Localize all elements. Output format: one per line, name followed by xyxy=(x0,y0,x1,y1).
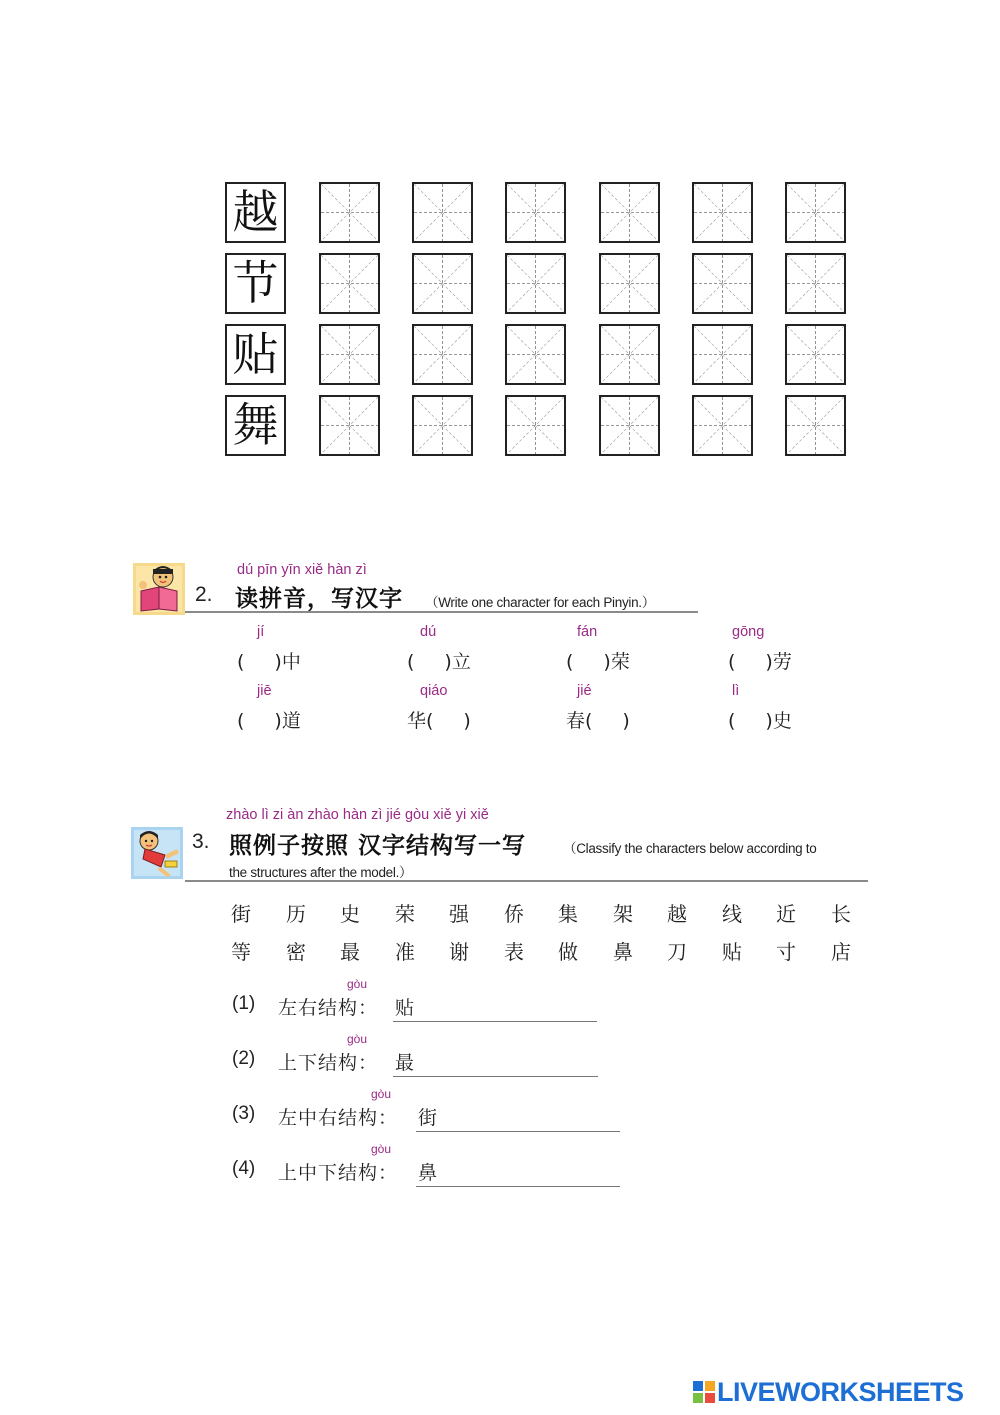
practice-cell[interactable] xyxy=(692,253,753,314)
section3-note-line1: （Classify the characters below according to xyxy=(563,841,817,856)
question-item xyxy=(237,647,301,674)
grid-guide-lines xyxy=(507,255,564,312)
structure-number: (3) xyxy=(232,1103,256,1124)
question-text-before: ( xyxy=(728,651,736,673)
model-character: 越 xyxy=(232,185,279,239)
question-text-before: ( xyxy=(728,710,736,732)
question-item xyxy=(566,647,630,674)
grid-guide-lines xyxy=(787,326,844,383)
section2-title: 读拼音，写汉字 xyxy=(235,585,403,612)
grid-guide-lines xyxy=(414,397,471,454)
bank-character: 历 xyxy=(286,902,306,926)
question-item xyxy=(728,647,792,674)
grid-guide-lines xyxy=(507,326,564,383)
practice-cell[interactable] xyxy=(505,395,566,456)
model-character-cell xyxy=(225,253,286,314)
structure-line xyxy=(232,993,595,1023)
question-pinyin: jiē xyxy=(257,683,272,699)
model-character-cell xyxy=(225,182,286,243)
practice-cell[interactable] xyxy=(785,253,846,314)
question-pinyin: qiáo xyxy=(420,683,448,699)
question-text-after: ) xyxy=(622,710,630,732)
practice-cell[interactable] xyxy=(692,324,753,385)
section2-title-pinyin: dú pīn yīn xiě hàn zì xyxy=(237,562,367,578)
grid-guide-lines xyxy=(414,184,471,241)
bank-character: 线 xyxy=(722,902,742,926)
question-text-after: ) xyxy=(463,710,471,732)
grid-guide-lines xyxy=(694,255,751,312)
structure-pinyin-gou: gòu xyxy=(347,977,368,991)
structure-label: 上下结构： xyxy=(278,1052,379,1074)
structure-line xyxy=(232,1103,618,1133)
section3-note-line2: the structures after the model.） xyxy=(229,865,413,880)
practice-cell[interactable] xyxy=(785,395,846,456)
section3-title-pinyin: zhào lì zi àn zhào hàn zì jié gòu xiě yi xiě xyxy=(226,807,489,823)
structure-label: 左右结构： xyxy=(278,997,379,1019)
question-text-before: ( xyxy=(566,651,574,673)
question-text-before: 华( xyxy=(407,710,434,732)
question-text-before: ( xyxy=(237,710,245,732)
bank-character: 鼻 xyxy=(613,940,633,964)
model-character: 贴 xyxy=(232,327,279,381)
structure-pinyin-gou: gòu xyxy=(371,1087,392,1101)
grid-guide-lines xyxy=(321,397,378,454)
practice-cell[interactable] xyxy=(412,395,473,456)
bank-character: 架 xyxy=(613,902,633,926)
practice-cell[interactable] xyxy=(692,182,753,243)
bank-character: 等 xyxy=(231,940,251,964)
section2-number: 2. xyxy=(195,583,213,606)
question-text-after: )荣 xyxy=(603,651,630,673)
practice-cell[interactable] xyxy=(599,182,660,243)
grid-guide-lines xyxy=(601,255,658,312)
bank-character: 街 xyxy=(231,902,251,926)
question-pinyin: lì xyxy=(732,683,740,699)
liveworksheets-logo-text: LIVEWORKSHEETS xyxy=(717,1377,964,1407)
grid-guide-lines xyxy=(414,326,471,383)
structure-answer-field[interactable]: 最 xyxy=(393,1048,598,1077)
practice-cell[interactable] xyxy=(319,395,380,456)
grid-guide-lines xyxy=(694,184,751,241)
question-text-after: )中 xyxy=(274,651,301,673)
question-item xyxy=(728,706,792,733)
question-pinyin: jí xyxy=(257,624,265,640)
bank-character: 强 xyxy=(449,902,469,926)
child-reading-book-icon xyxy=(133,563,185,615)
structure-label: 左中右结构： xyxy=(278,1107,399,1129)
bank-character: 集 xyxy=(558,902,578,926)
practice-cell[interactable] xyxy=(785,182,846,243)
structure-answer-field[interactable]: 鼻 xyxy=(416,1158,620,1187)
practice-cell[interactable] xyxy=(412,324,473,385)
bank-character: 寸 xyxy=(776,940,796,964)
section3-title: 照例子按照 汉字结构写一写 xyxy=(229,832,527,859)
model-character-cell xyxy=(225,395,286,456)
question-item xyxy=(237,706,301,733)
practice-cell[interactable] xyxy=(412,182,473,243)
section3-number: 3. xyxy=(192,830,210,853)
bank-character: 刀 xyxy=(667,940,687,964)
question-pinyin: fán xyxy=(577,624,598,640)
grid-guide-lines xyxy=(694,326,751,383)
question-pinyin: gōng xyxy=(732,624,765,640)
structure-answer-field[interactable]: 街 xyxy=(416,1103,620,1132)
practice-cell[interactable] xyxy=(412,253,473,314)
liveworksheets-logo-icon xyxy=(693,1381,715,1403)
structure-pinyin-gou: gòu xyxy=(371,1142,392,1156)
grid-guide-lines xyxy=(507,397,564,454)
question-text-after: )史 xyxy=(765,710,792,732)
bank-character: 最 xyxy=(340,940,360,964)
practice-cell[interactable] xyxy=(505,324,566,385)
structure-number: (1) xyxy=(232,993,256,1014)
practice-cell[interactable] xyxy=(505,253,566,314)
character-bank-row-2 xyxy=(230,936,870,966)
structure-number: (4) xyxy=(232,1158,256,1179)
practice-cell[interactable] xyxy=(319,253,380,314)
bank-character: 长 xyxy=(831,902,851,926)
structure-label: 上中下结构： xyxy=(278,1162,399,1184)
child-flying-icon xyxy=(131,827,183,879)
bank-character: 荣 xyxy=(395,902,415,926)
structure-line xyxy=(232,1158,618,1188)
practice-cell[interactable] xyxy=(599,395,660,456)
practice-cell[interactable] xyxy=(319,324,380,385)
question-text-before: ( xyxy=(407,651,415,673)
model-character-cell xyxy=(225,324,286,385)
grid-guide-lines xyxy=(787,184,844,241)
question-text-after: )劳 xyxy=(765,651,792,673)
structure-number: (2) xyxy=(232,1048,256,1069)
question-pinyin: jié xyxy=(577,683,592,699)
bank-character: 表 xyxy=(504,940,524,964)
model-character: 节 xyxy=(232,256,279,310)
grid-guide-lines xyxy=(787,255,844,312)
structure-answer-field[interactable]: 贴 xyxy=(393,993,597,1022)
grid-guide-lines xyxy=(601,397,658,454)
bank-character: 侨 xyxy=(504,902,524,926)
structure-pinyin-gou: gòu xyxy=(347,1032,368,1046)
question-item xyxy=(407,647,471,674)
structure-line xyxy=(232,1048,596,1078)
bank-character: 贴 xyxy=(722,940,742,964)
section2-rule xyxy=(185,611,698,613)
question-text-after: )道 xyxy=(274,710,301,732)
practice-cell[interactable] xyxy=(599,324,660,385)
practice-cell[interactable] xyxy=(692,395,753,456)
practice-cell[interactable] xyxy=(599,253,660,314)
bank-character: 近 xyxy=(776,902,796,926)
bank-character: 越 xyxy=(667,902,687,926)
grid-guide-lines xyxy=(601,184,658,241)
bank-character: 做 xyxy=(558,940,578,964)
bank-character: 店 xyxy=(831,940,851,964)
practice-cell[interactable] xyxy=(785,324,846,385)
practice-cell[interactable] xyxy=(505,182,566,243)
grid-guide-lines xyxy=(321,326,378,383)
section2-note: （Write one character for each Pinyin.） xyxy=(425,595,655,610)
question-text-before: 春( xyxy=(566,710,593,732)
grid-guide-lines xyxy=(321,255,378,312)
grid-guide-lines xyxy=(321,184,378,241)
practice-cell[interactable] xyxy=(319,182,380,243)
grid-guide-lines xyxy=(787,397,844,454)
bank-character: 史 xyxy=(340,902,360,926)
question-item xyxy=(407,706,471,733)
grid-guide-lines xyxy=(507,184,564,241)
question-text-before: ( xyxy=(237,651,245,673)
section3-rule xyxy=(185,880,868,882)
bank-character: 谢 xyxy=(449,940,469,964)
question-item xyxy=(566,706,630,733)
grid-guide-lines xyxy=(414,255,471,312)
grid-guide-lines xyxy=(601,326,658,383)
grid-guide-lines xyxy=(694,397,751,454)
bank-character: 准 xyxy=(395,940,415,964)
question-text-after: )立 xyxy=(444,651,471,673)
question-pinyin: dú xyxy=(420,624,437,640)
bank-character: 密 xyxy=(286,940,306,964)
character-bank-row-1 xyxy=(230,898,870,928)
model-character: 舞 xyxy=(232,398,279,452)
